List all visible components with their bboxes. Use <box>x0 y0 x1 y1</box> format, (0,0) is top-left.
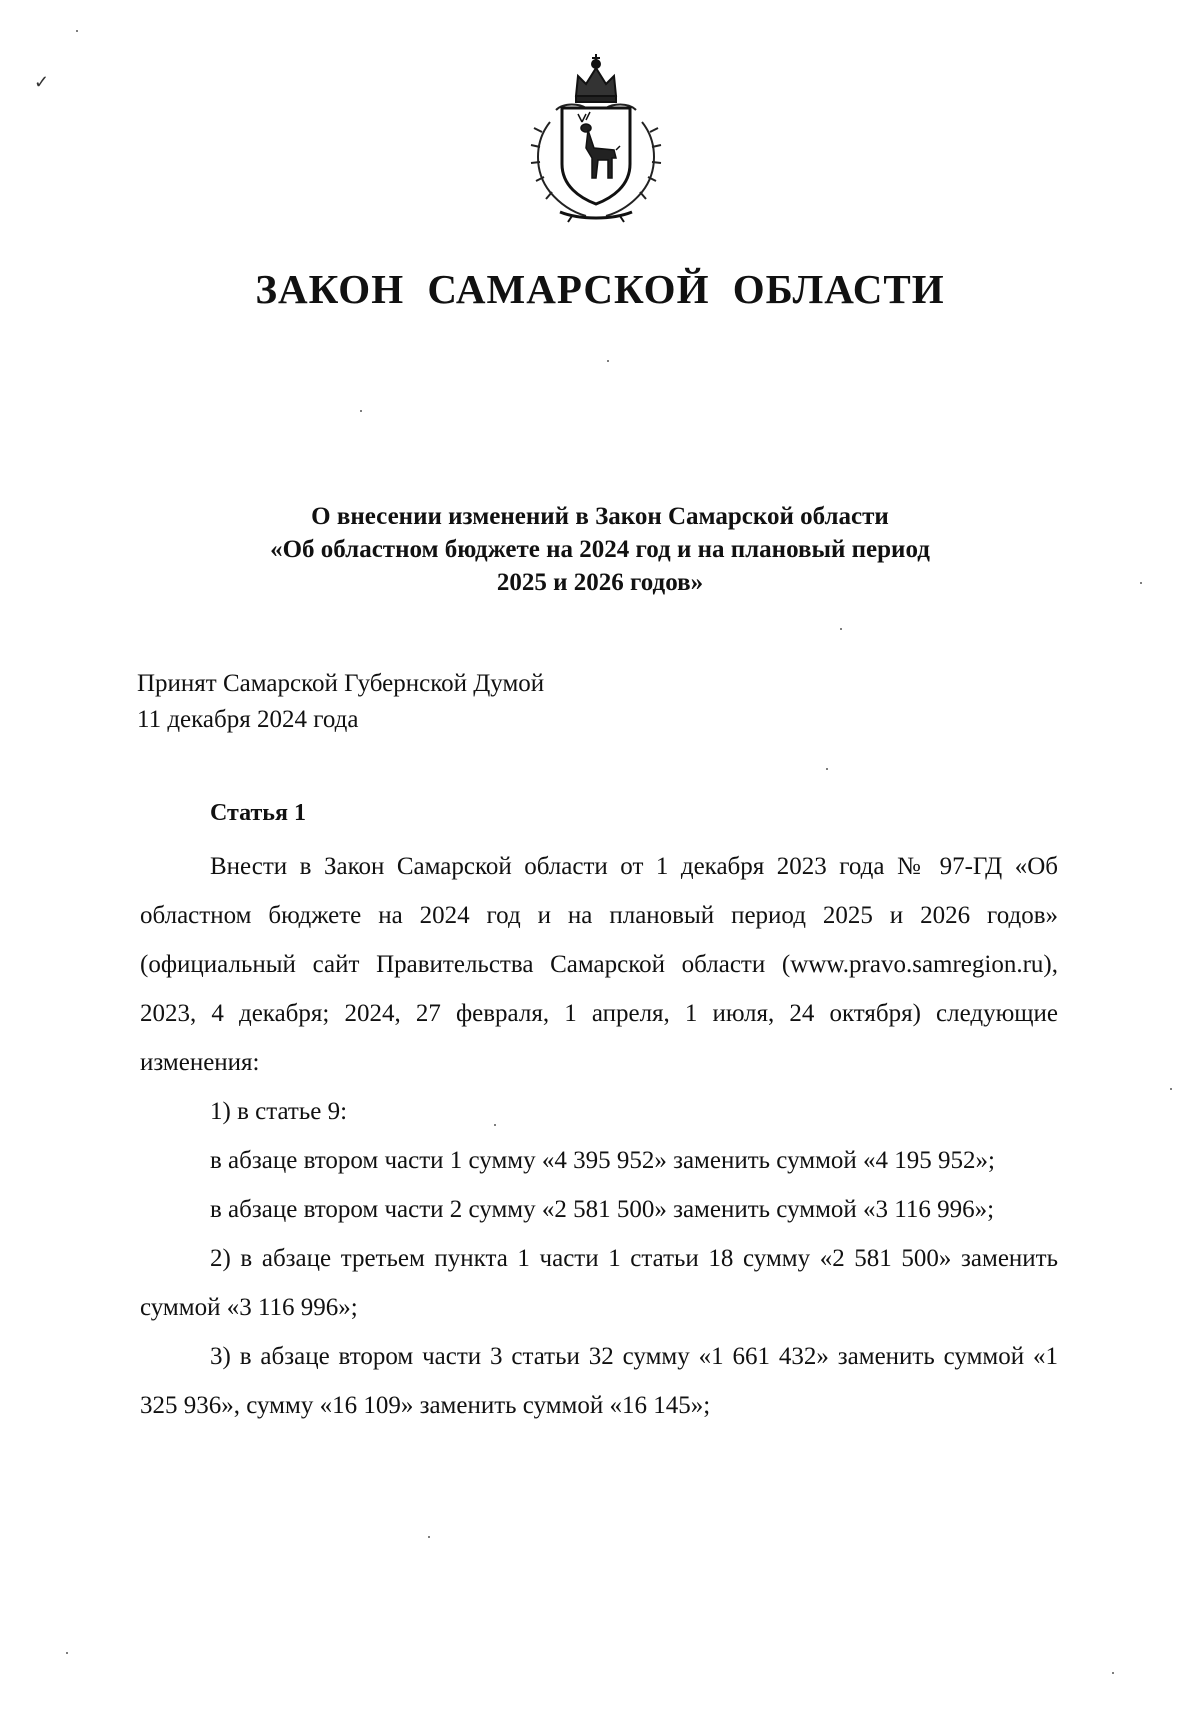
adoption-date: 11 декабря 2024 года <box>137 706 359 733</box>
law-title: ЗАКОН САМАРСКОЙ ОБЛАСТИ <box>255 266 945 312</box>
article-paragraph: 3) в абзаце втором части 3 статьи 32 сумму «1 661 432» заменить суммой «1 325 936», сумму «16 109» заменить суммой «16 145»; <box>140 1343 1058 1419</box>
subject-line: О внесении изменений в Закон Самарской области <box>311 503 889 530</box>
adoption-note <box>137 666 544 738</box>
subject-line: «Об областном бюджете на 2024 год и на плановый период <box>270 536 930 563</box>
scan-speck <box>1170 1088 1172 1090</box>
article-paragraph: 1) в статье 9: <box>210 1098 348 1125</box>
article-paragraph: Внести в Закон Самарской области от 1 декабря 2023 года № 97-ГД «Об областном бюджете на 2024 год и на плановый период 2025 и 2026 годов» (официальный сайт Правительства Самарской области (www.pravo.samregion.ru), 2023, 4 декабря; 2024, 27 февраля, 1 апреля, 1 июля, 24 октября) следующие изменения: <box>140 853 1058 1076</box>
coat-of-arms-icon <box>520 52 672 224</box>
law-subject <box>0 500 1200 599</box>
scan-speck <box>1140 582 1142 584</box>
scan-speck <box>66 1652 68 1654</box>
scan-speck <box>360 410 362 412</box>
article-paragraph: в абзаце втором части 2 сумму «2 581 500» заменить суммой «3 116 996»; <box>210 1196 995 1223</box>
article-body <box>140 842 1058 1430</box>
article-heading: Статья 1 <box>210 800 306 826</box>
scan-speck <box>840 628 842 630</box>
article-paragraph: 2) в абзаце третьем пункта 1 части 1 статьи 18 сумму «2 581 500» заменить суммой «3 116 996»; <box>140 1245 1058 1321</box>
scan-speck <box>428 1536 430 1538</box>
scan-speck <box>494 1124 496 1126</box>
scan-speck <box>826 768 828 770</box>
scan-mark: ✓ <box>34 72 50 92</box>
adoption-body: Принят Самарской Губернской Думой <box>137 670 545 697</box>
scan-speck <box>76 30 78 32</box>
subject-line: 2025 и 2026 годов» <box>496 569 704 596</box>
article-paragraph: в абзаце втором части 1 сумму «4 395 952» заменить суммой «4 195 952»; <box>210 1147 995 1174</box>
scan-speck <box>607 360 609 362</box>
scan-speck <box>1112 1672 1114 1674</box>
